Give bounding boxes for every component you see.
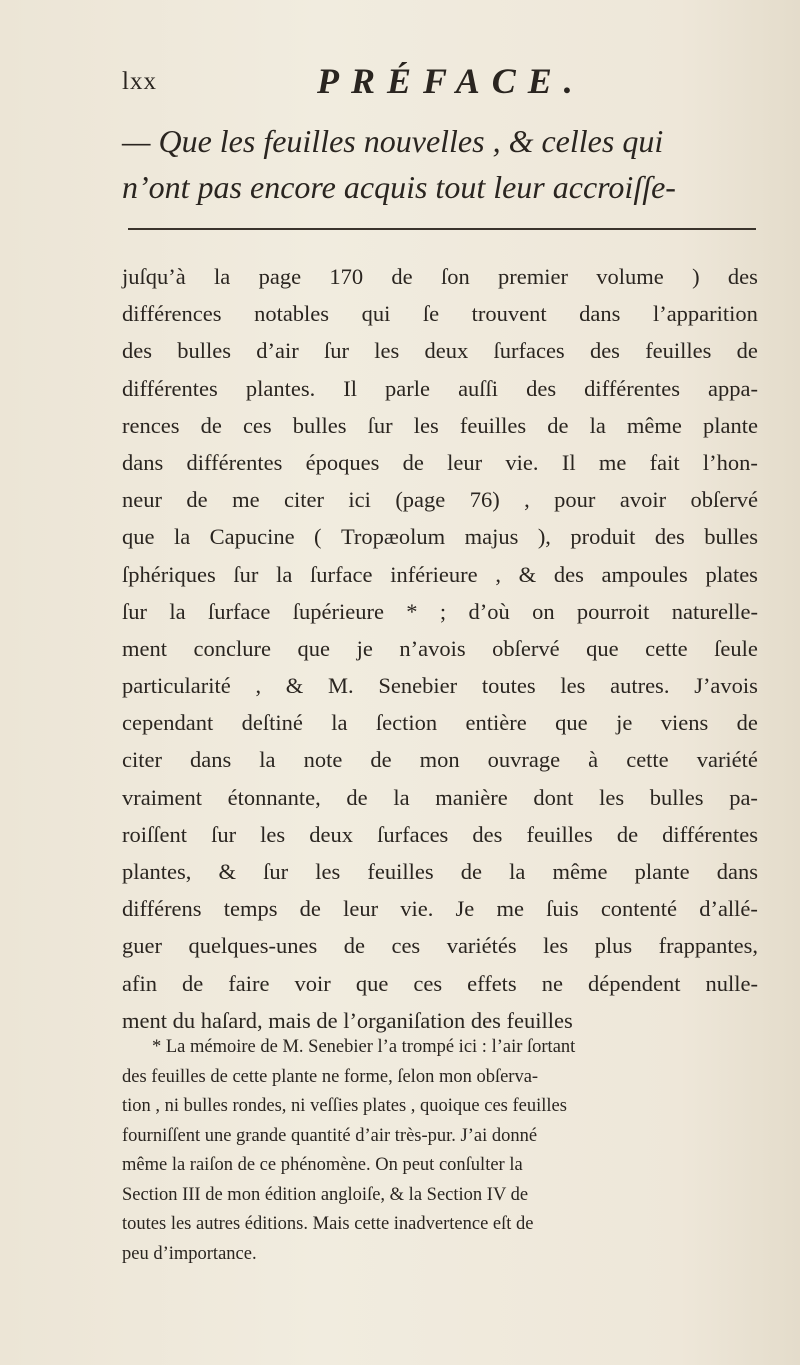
heading-line: — Que les feuilles nouvelles , & celles qui [122, 123, 664, 159]
horizontal-rule [128, 228, 756, 230]
body-line: roiſſent ſur les deux ſurfaces des feuilles de différentes [122, 821, 758, 847]
body-text [122, 258, 758, 1039]
body-line: ment du haſard, mais de l’organiſation des feuilles [122, 1007, 573, 1033]
body-line: différentes plantes. Il parle auſſi des différentes appa- [122, 375, 758, 401]
page-header [122, 60, 742, 110]
body-line: plantes, & ſur les feuilles de la même plante dans [122, 859, 758, 884]
continued-heading [122, 118, 772, 210]
body-line: citer dans la note de mon ouvrage à cette variété [122, 747, 758, 773]
footnote-line: Section III de mon édition angloiſe, & la Section IV de [122, 1184, 529, 1205]
body-line: des bulles d’air ſur les deux ſurfaces des feuilles de [122, 338, 758, 364]
footnote-line: toutes les autres éditions. Mais cette inadvertence eſt de [122, 1214, 534, 1234]
body-line: que la Capucine ( Tropæolum majus ), produit des bulles [122, 524, 758, 550]
body-line: guer quelques-unes de ces variétés les plus frappantes, [122, 933, 758, 959]
body-line: vraiment étonnante, de la manière dont les bulles pa- [122, 784, 758, 810]
body-line: rences de ces bulles ſur les feuilles de la même plante [122, 412, 758, 438]
body-line: neur de me citer ici (page 76) , pour avoir obſervé [122, 487, 758, 513]
body-line: juſqu’à la page 170 de ſon premier volume ) des [122, 264, 758, 289]
footnote-line: peu d’importance. [122, 1243, 257, 1264]
body-line: différences notables qui ſe trouvent dans l’apparition [122, 301, 758, 327]
body-line: afin de faire voir que ces effets ne dépendent nulle- [122, 970, 758, 996]
body-line: ment conclure que je n’avois obſervé que cette ſeule [122, 635, 758, 661]
body-line: cependant deſtiné la ſection entière que je viens de [122, 710, 758, 736]
footnote-line: tion , ni bulles rondes, ni veſſies plates , quoique ces feuilles [122, 1096, 567, 1116]
running-title: PRÉFACE. [317, 61, 585, 101]
footnote-line: fourniſſent une grande quantité d’air très-pur. J’ai donné [122, 1125, 538, 1146]
footnote-line: * La mémoire de M. Senebier l’a trompé ici : l’air ſortant [152, 1037, 576, 1057]
body-line: particularité , & M. Senebier toutes les autres. J’avois [122, 673, 758, 699]
body-line: dans différentes époques de leur vie. Il me fait l’hon- [122, 449, 758, 475]
page-number: lxx [122, 68, 157, 95]
body-line: ſur la ſurface ſupérieure * ; d’où on pourroit naturelle- [122, 598, 758, 624]
heading-line: n’ont pas encore acquis tout leur accroiſſe- [122, 169, 676, 205]
footnote [122, 1033, 758, 1269]
body-line: différens temps de leur vie. Je me ſuis contenté d’allé- [122, 896, 758, 922]
footnote-line: même la raiſon de ce phénomène. On peut conſulter la [122, 1155, 523, 1175]
footnote-line: des feuilles de cette plante ne forme, ſelon mon obſerva- [122, 1066, 539, 1087]
body-line: ſphériques ſur la ſurface inférieure , & des ampoules plates [122, 561, 758, 587]
